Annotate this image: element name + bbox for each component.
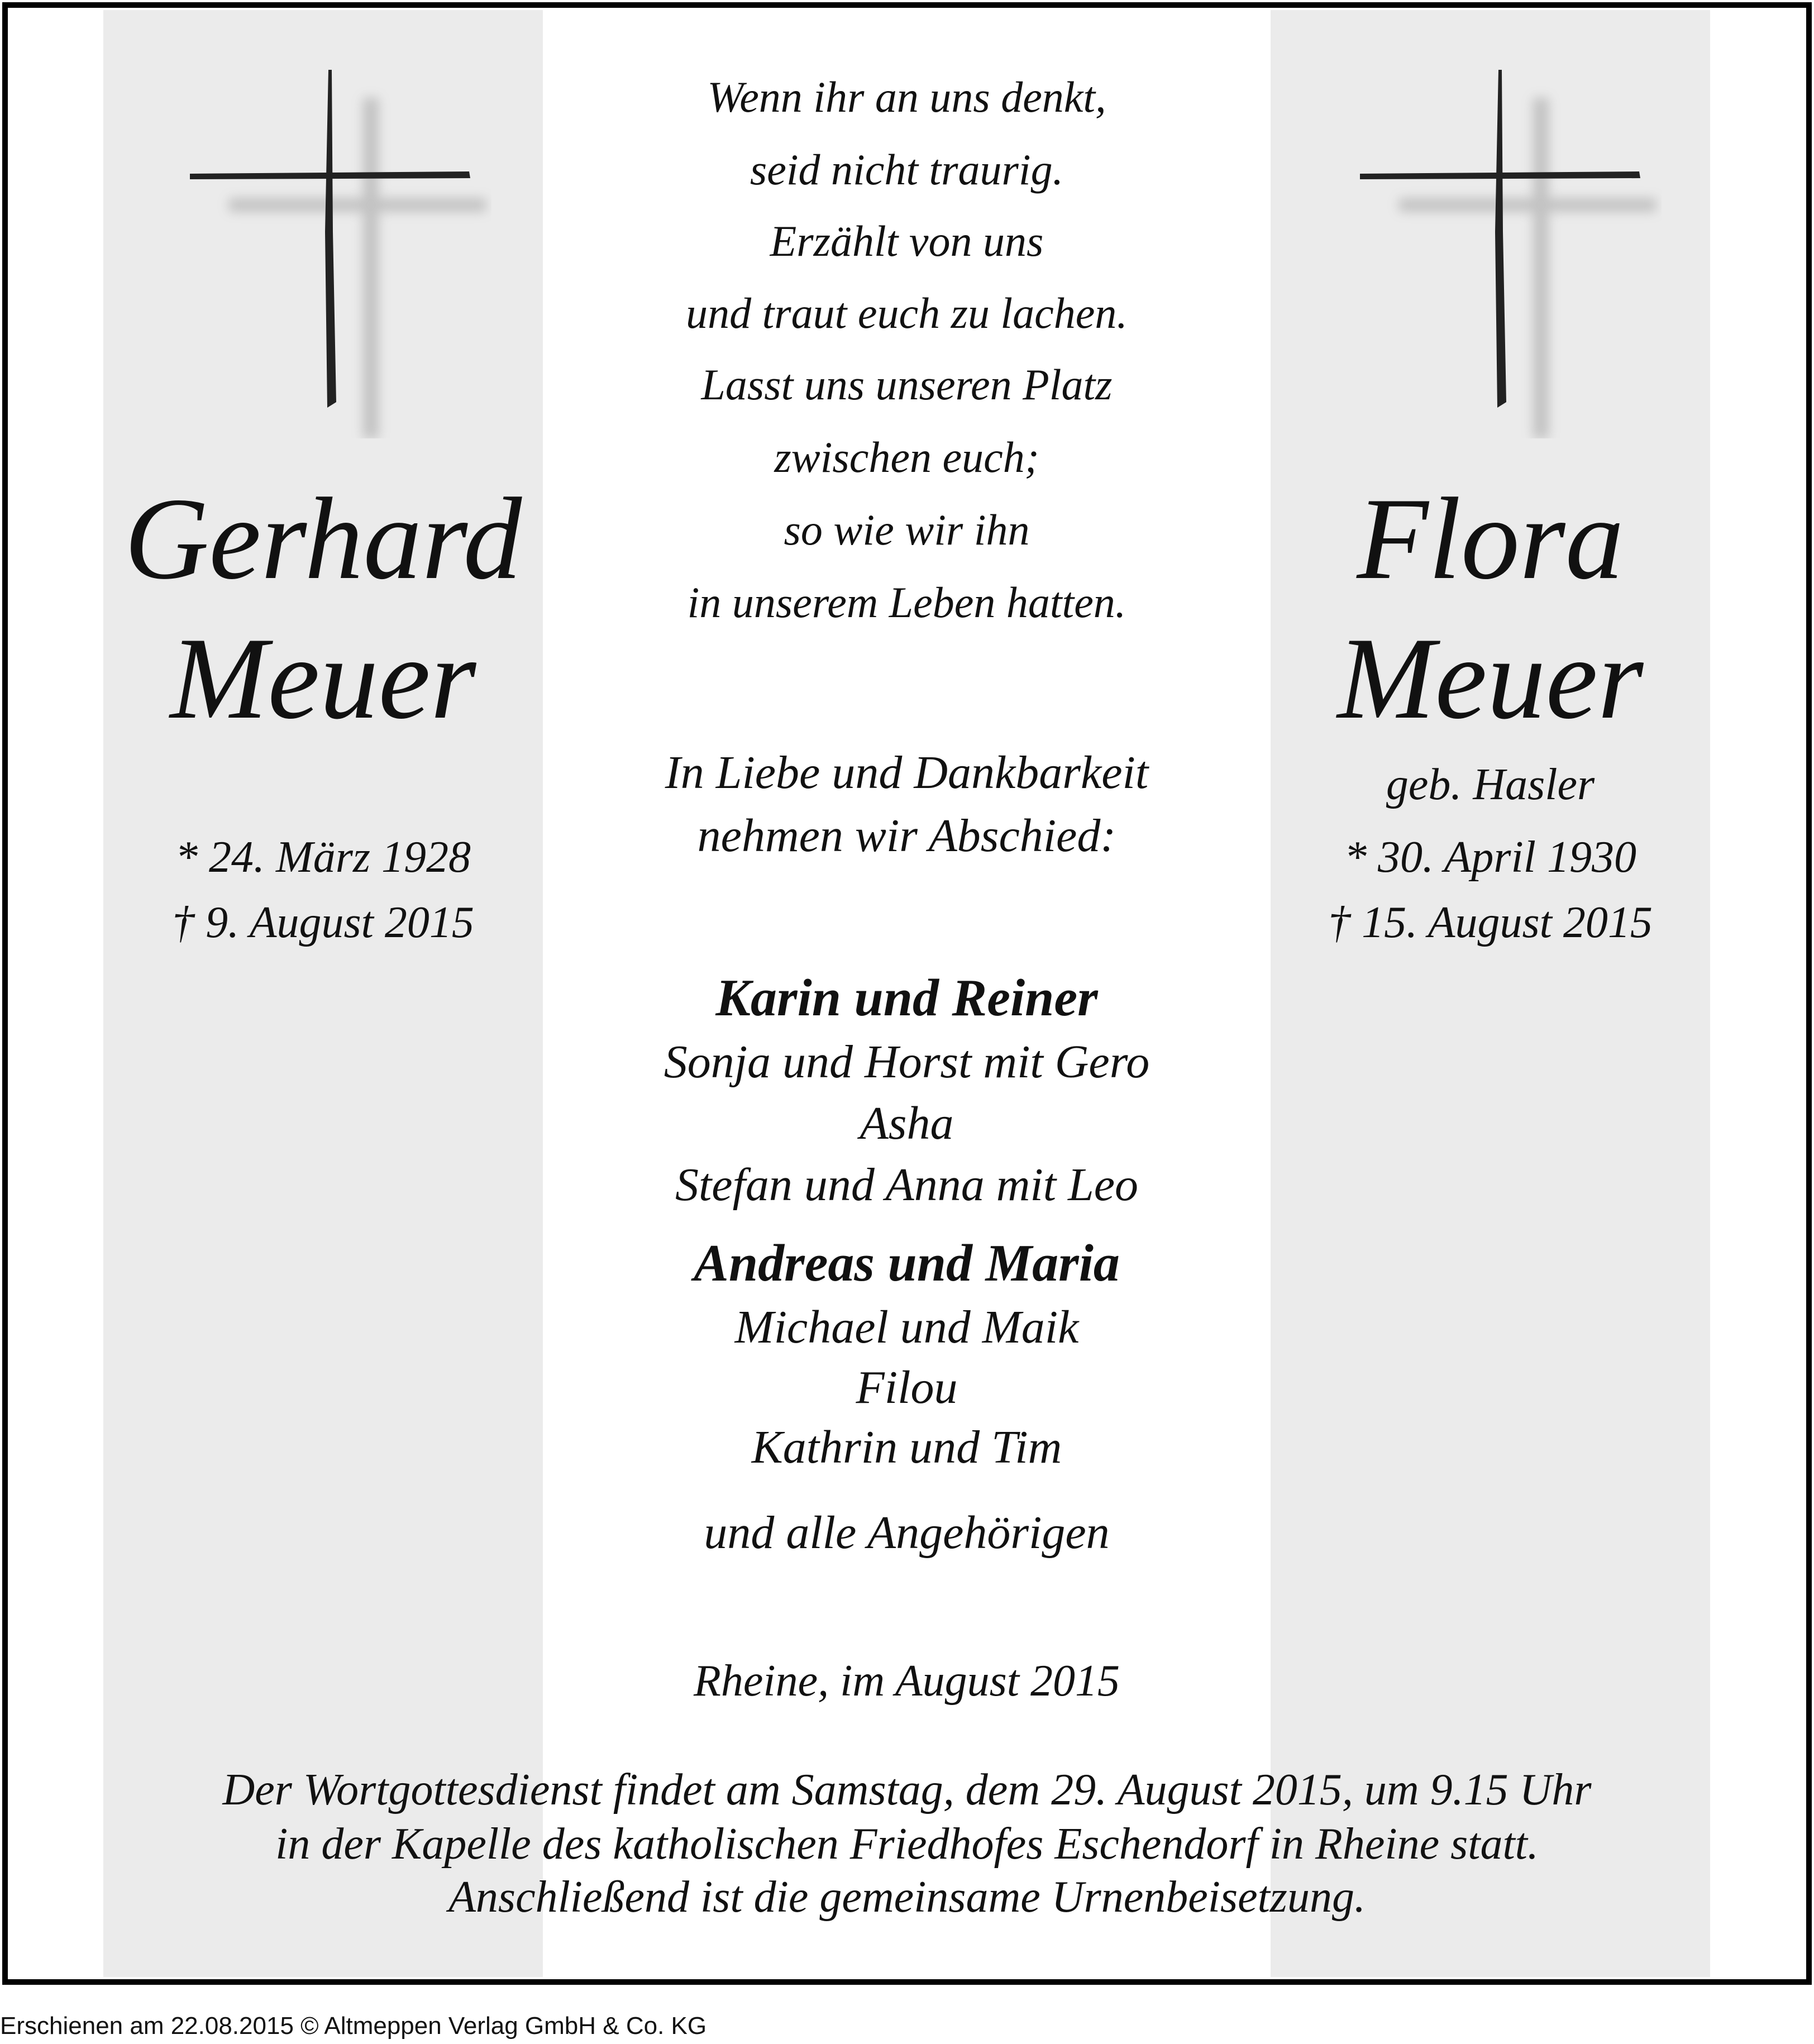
left-death-date: † 9. August 2015 <box>172 898 474 947</box>
left-first-name: Gerhard <box>124 474 522 604</box>
right-last-name: Meuer <box>1337 614 1644 743</box>
family-heading: Karin und Reiner <box>715 969 1098 1027</box>
family-member: Michael und Maik <box>734 1301 1079 1353</box>
poem-line: Wenn ihr an uns denkt, <box>707 73 1106 121</box>
left-birth-date: * 24. März 1928 <box>175 833 471 882</box>
family-member: Sonja und Horst mit Gero <box>663 1036 1150 1088</box>
service-info-line: Der Wortgottesdienst findet am Samstag, dem 29. August 2015, um 9.15 Uhr <box>222 1765 1592 1814</box>
right-first-name: Flora <box>1357 474 1624 604</box>
farewell-line-1: In Liebe und Dankbarkeit <box>665 747 1149 799</box>
right-death-date: † 15. August 2015 <box>1328 898 1653 947</box>
family-member: Filou <box>856 1362 958 1413</box>
poem-line: zwischen euch; <box>774 433 1039 481</box>
family-member: Kathrin und Tim <box>751 1421 1062 1473</box>
family-member: Asha <box>860 1097 954 1149</box>
family-heading: Andreas und Maria <box>694 1234 1120 1292</box>
right-maiden-name: geb. Hasler <box>1386 760 1595 809</box>
poem-line: Erzählt von uns <box>770 217 1044 265</box>
right-birth-date: * 30. April 1930 <box>1344 833 1636 882</box>
family-member: Stefan und Anna mit Leo <box>675 1159 1139 1211</box>
publication-credit: Erschienen am 22.08.2015 © Altmeppen Verlag GmbH & Co. KG <box>0 2012 707 2040</box>
poem-line: seid nicht traurig. <box>750 145 1064 194</box>
service-info-line: in der Kapelle des katholischen Friedhofes Eschendorf in Rheine statt. <box>275 1819 1539 1869</box>
poem-line: in unserem Leben hatten. <box>687 578 1126 627</box>
place-date: Rheine, im August 2015 <box>694 1656 1120 1706</box>
left-last-name: Meuer <box>170 614 476 743</box>
farewell-line-2: nehmen wir Abschied: <box>697 810 1116 862</box>
poem-line: und traut euch zu lachen. <box>686 289 1128 337</box>
other-relatives: und alle Angehörigen <box>704 1507 1110 1559</box>
poem-line: so wie wir ihn <box>784 505 1030 554</box>
poem-line: Lasst uns unseren Platz <box>701 360 1113 409</box>
cross-icon <box>1349 64 1662 438</box>
service-info-line: Anschließend ist die gemeinsame Urnenbeisetzung. <box>448 1873 1366 1922</box>
cross-icon <box>179 64 491 438</box>
